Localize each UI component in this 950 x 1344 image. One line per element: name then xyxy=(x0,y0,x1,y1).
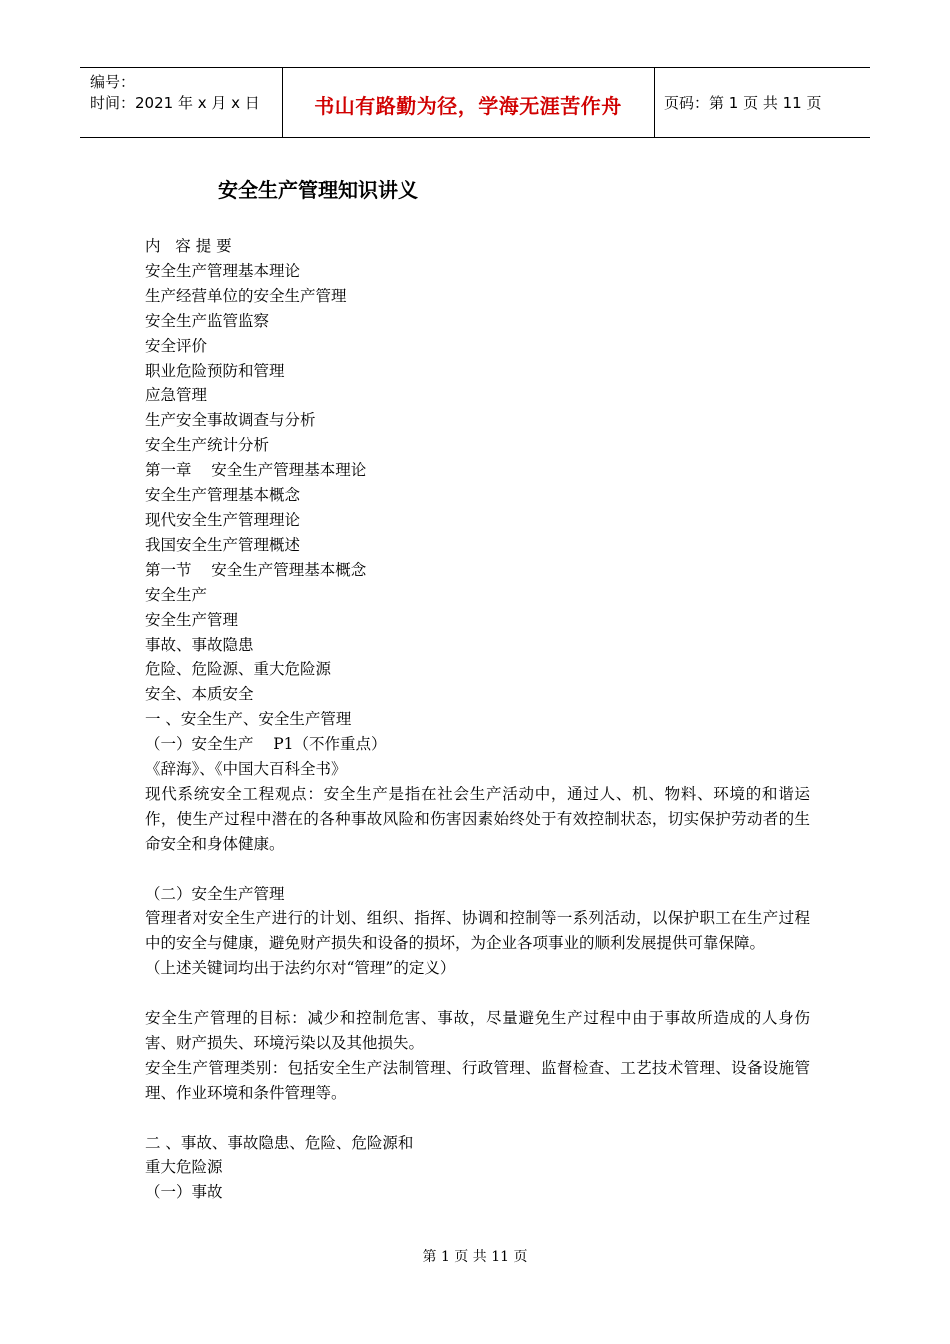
time-label: 时间：2021 年 x 月 x 日 xyxy=(90,94,260,112)
paragraph: 安全生产管理类别：包括安全生产法制管理、行政管理、监督检查、工艺技术管理、设备设施管理、作业环境和条件管理等。 xyxy=(145,1058,810,1102)
outline-line: 我国安全生产管理概述 xyxy=(145,535,301,554)
subsection-heading: （二）安全生产管理 xyxy=(145,884,285,903)
outline-line: 应急管理 xyxy=(145,386,208,405)
header-divider xyxy=(654,68,655,137)
subsection-heading: （一）事故 xyxy=(145,1183,223,1202)
page-header xyxy=(80,67,870,138)
subsection-heading: 重大危险源 xyxy=(145,1158,223,1177)
outline-line: 安全生产管理基本理论 xyxy=(145,261,301,280)
reference-line: 《辞海》、《中国大百科全书》 xyxy=(145,760,347,779)
section-heading: 第一节 安全生产管理基本概念 xyxy=(145,560,367,579)
subsection-heading: 二 、事故、事故隐患、危险、危险源和 xyxy=(145,1133,414,1152)
page-footer: 第 1 页 共 11 页 xyxy=(422,1249,528,1265)
blank-line xyxy=(145,1106,810,1131)
outline-line: 职业危险预防和管理 xyxy=(145,361,285,380)
outline-line: 生产经营单位的安全生产管理 xyxy=(145,286,347,305)
outline-line: 危险、危险源、重大危险源 xyxy=(145,660,332,679)
outline-line: 安全评价 xyxy=(145,336,208,355)
outline-line: 安全生产统计分析 xyxy=(145,436,270,455)
document-title: 安全生产管理知识讲义 xyxy=(218,178,418,202)
subsection-heading: 一 、安全生产、安全生产管理 xyxy=(145,710,352,729)
blank-line xyxy=(145,857,810,882)
header-motto: 书山有路勤为径，学海无涯苦作舟 xyxy=(314,94,622,118)
outline-line: 安全、本质安全 xyxy=(145,685,254,704)
outline-line: 安全生产 xyxy=(145,585,208,604)
outline-line: 事故、事故隐患 xyxy=(145,635,254,654)
document-body xyxy=(145,234,810,1205)
outline-line: 安全生产管理基本概念 xyxy=(145,486,301,505)
outline-line: 安全生产管理 xyxy=(145,610,239,629)
outline-line: 生产安全事故调查与分析 xyxy=(145,411,316,430)
note-line: （上述关键词均出于法约尔对“管理”的定义） xyxy=(145,959,456,978)
number-label: 编号： xyxy=(90,73,136,91)
paragraph: 现代系统安全工程观点：安全生产是指在社会生产活动中，通过人、机、物料、环境的和谐运作，使生产过程中潜在的各种事故风险和伤害因素始终处于有效控制状态，切实保护劳动者的生命安全和身体健康。 xyxy=(145,784,810,853)
header-meta xyxy=(90,72,260,114)
outline-line: 内 容 提 要 xyxy=(145,237,232,255)
outline-line: 安全生产监管监察 xyxy=(145,311,270,330)
outline-line: 现代安全生产管理理论 xyxy=(145,510,301,529)
chapter-heading: 第一章 安全生产管理基本理论 xyxy=(145,461,367,480)
blank-line xyxy=(145,981,810,1006)
header-page-info: 页码：第 1 页 共 11 页 xyxy=(664,94,822,112)
paragraph: 管理者对安全生产进行的计划、组织、指挥、协调和控制等一系列活动，以保护职工在生产过程中的安全与健康，避免财产损失和设备的损坏，为企业各项事业的顺利发展提供可靠保障。 xyxy=(145,909,810,953)
subsection-heading: （一）安全生产 P1（不作重点） xyxy=(145,735,387,754)
paragraph: 安全生产管理的目标：减少和控制危害、事故，尽量避免生产过程中由于事故所造成的人身伤害、财产损失、环境污染以及其他损失。 xyxy=(145,1009,810,1052)
